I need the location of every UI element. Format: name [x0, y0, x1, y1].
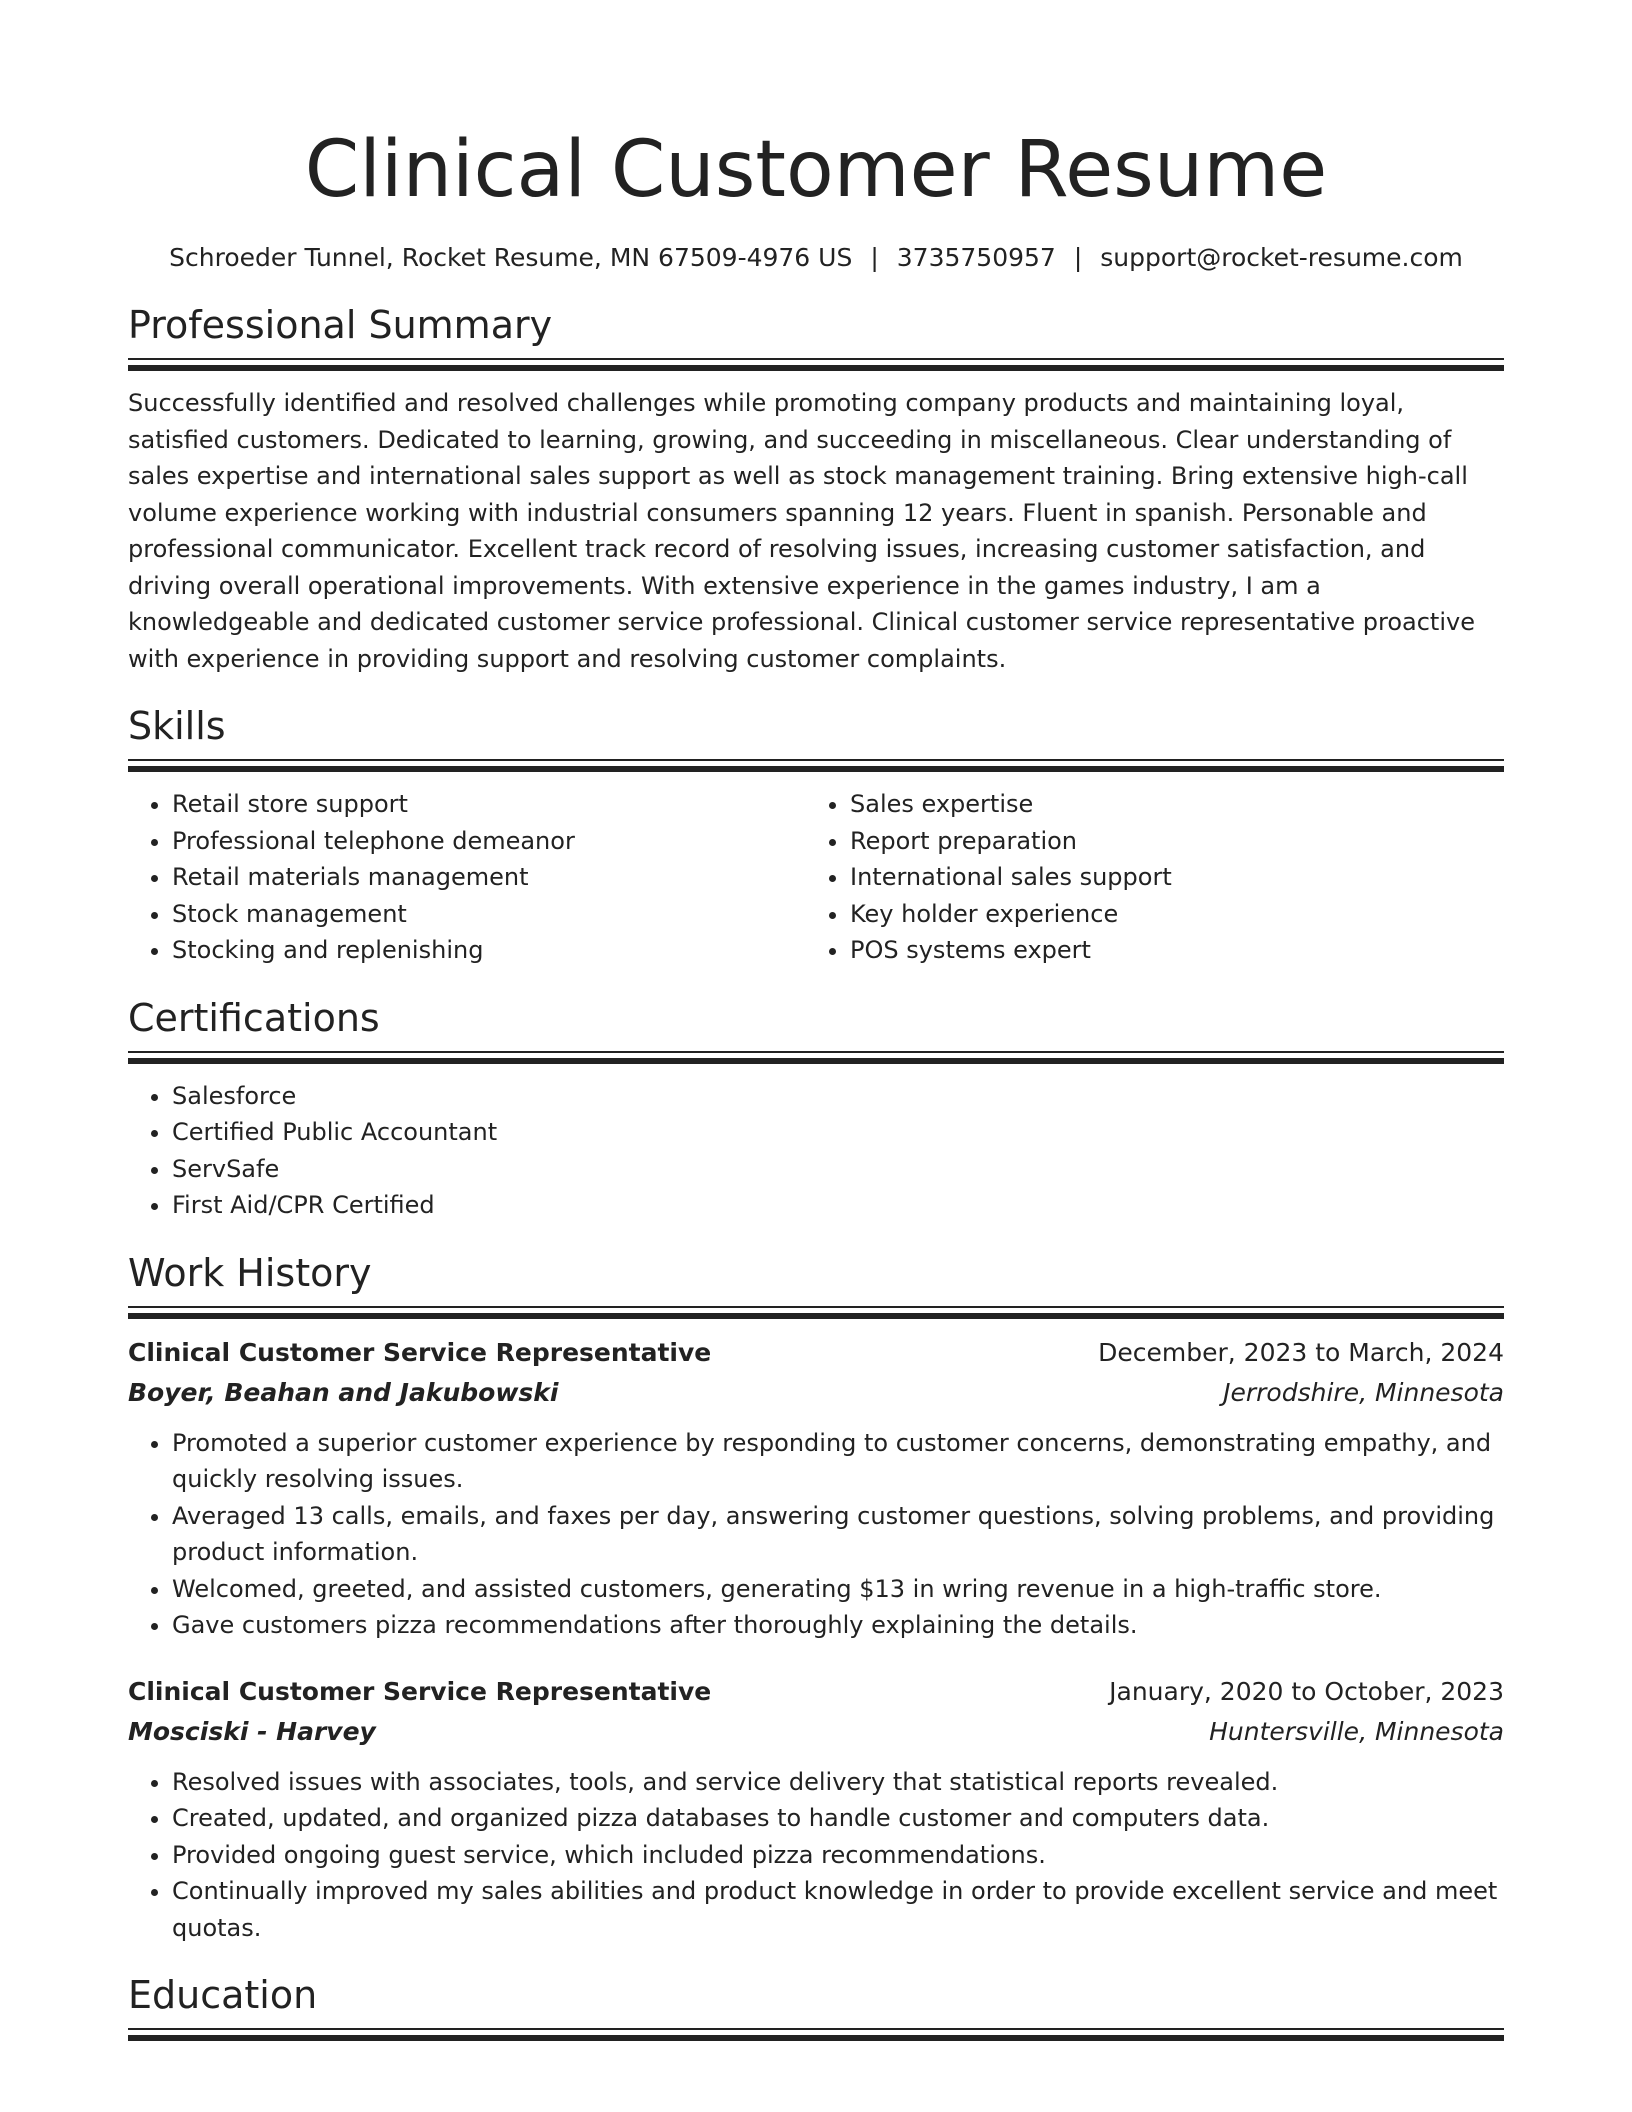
job-dates: December, 2023 to March, 2024	[1098, 1337, 1504, 1367]
job-bullet: • Averaged 13 calls, emails, and faxes per day, answering customer questions, solving problems, and providing product information.	[172, 1498, 1504, 1571]
section-rule	[128, 358, 1504, 360]
job-header	[128, 1333, 1504, 1373]
section-rule-thick	[128, 365, 1504, 371]
education-heading: Education	[128, 1973, 318, 2017]
job-subheader	[128, 1373, 1504, 1413]
skill-item: • Report preparation	[850, 823, 1484, 860]
job-bullet: • Provided ongoing guest service, which included pizza recommendations.	[172, 1837, 1504, 1874]
job-location: Huntersville, Minnesota	[1209, 1716, 1504, 1746]
skills-column-left	[128, 786, 806, 969]
summary-text: Successfully identified and resolved challenges while promoting company products and maintaining loyal, satisfied customers. Dedicated to learning, growing, and succeeding in miscellaneous. Clear understanding of sales expertise and international sales support as well as stock management training. Bring extensive high-call volume experience working with industrial consumers spanning 12 years. Fluent in spanish. Personable and professional communicator. Excellent track record of resolving issues, increasing customer satisfaction, and driving overall operational improvements. With extensive experience in the games industry, I am a knowledgeable and dedicated customer service professional. Clinical customer service representative proactive with experience in providing support and resolving customer complaints.	[128, 389, 1475, 673]
skills-heading: Skills	[128, 704, 226, 748]
section-rule-thick	[128, 2035, 1504, 2041]
summary-section	[128, 300, 1504, 677]
certification-item: • Certified Public Accountant	[172, 1114, 1504, 1151]
certification-item: • ServSafe	[172, 1151, 1504, 1188]
job-title: Clinical Customer Service Representative	[128, 1676, 712, 1706]
skill-item: • Stocking and replenishing	[172, 932, 806, 969]
job-company: Mosciski - Harvey	[128, 1716, 376, 1746]
contact-phone: 3735750957	[896, 243, 1056, 272]
certification-item: • First Aid/CPR Certified	[172, 1187, 1504, 1224]
section-rule	[128, 2028, 1504, 2030]
job-bullet: • Welcomed, greeted, and assisted customers, generating $13 in wring revenue in a high-traffic store.	[172, 1571, 1504, 1608]
contact-email: support@rocket-resume.com	[1100, 243, 1463, 272]
section-rule-thick	[128, 1313, 1504, 1319]
certifications-heading: Certifications	[128, 995, 380, 1040]
resume-name: Clinical Customer Resume	[304, 125, 1328, 215]
contact-separator: |	[870, 243, 879, 272]
contact-line	[128, 240, 1504, 276]
skill-item: • POS systems expert	[850, 932, 1484, 969]
job-bullet: • Created, updated, and organized pizza databases to handle customer and computers data.	[172, 1800, 1504, 1837]
skills-section	[128, 701, 1504, 969]
section-rule-thick	[128, 766, 1504, 772]
job-entry	[128, 1333, 1504, 1644]
job-bullet: • Continually improved my sales abilities and product knowledge in order to provide excellent service and meet quotas.	[172, 1873, 1504, 1946]
skill-item: • Stock management	[172, 896, 806, 933]
job-company: Boyer, Beahan and Jakubowski	[128, 1377, 559, 1407]
job-dates: January, 2020 to October, 2023	[1109, 1676, 1504, 1706]
job-bullet: • Resolved issues with associates, tools, and service delivery that statistical reports revealed.	[172, 1764, 1504, 1801]
job-subheader	[128, 1712, 1504, 1752]
job-entry	[128, 1672, 1504, 1947]
skill-item: • Sales expertise	[850, 786, 1484, 823]
contact-address: Schroeder Tunnel, Rocket Resume, MN 67509-4976 US	[169, 243, 853, 272]
job-location: Jerrodshire, Minnesota	[1223, 1377, 1504, 1407]
job-bullet: • Promoted a superior customer experience by responding to customer concerns, demonstrating empathy, and quickly resolving issues.	[172, 1425, 1504, 1498]
job-bullet: • Gave customers pizza recommendations after thoroughly explaining the details.	[172, 1607, 1504, 1644]
summary-heading: Professional Summary	[128, 303, 553, 347]
certification-item: • Salesforce	[172, 1078, 1504, 1115]
skill-item: • Key holder experience	[850, 896, 1484, 933]
skill-item: • Professional telephone demeanor	[172, 823, 806, 860]
section-rule	[128, 1306, 1504, 1308]
job-header	[128, 1672, 1504, 1712]
section-rule-thick	[128, 1058, 1504, 1064]
certifications-section	[128, 993, 1504, 1224]
contact-separator: |	[1073, 243, 1083, 272]
skill-item: • Retail store support	[172, 786, 806, 823]
job-title: Clinical Customer Service Representative	[128, 1337, 712, 1367]
work-section	[128, 1248, 1504, 1947]
education-section	[128, 1970, 1504, 2041]
resume-page	[128, 0, 1504, 2041]
skills-column-right	[806, 786, 1484, 969]
skills-columns	[128, 786, 1504, 969]
skill-item: • International sales support	[850, 859, 1484, 896]
work-heading: Work History	[128, 1250, 372, 1295]
section-rule	[128, 759, 1504, 761]
section-rule	[128, 1051, 1504, 1053]
skill-item: • Retail materials management	[172, 859, 806, 896]
